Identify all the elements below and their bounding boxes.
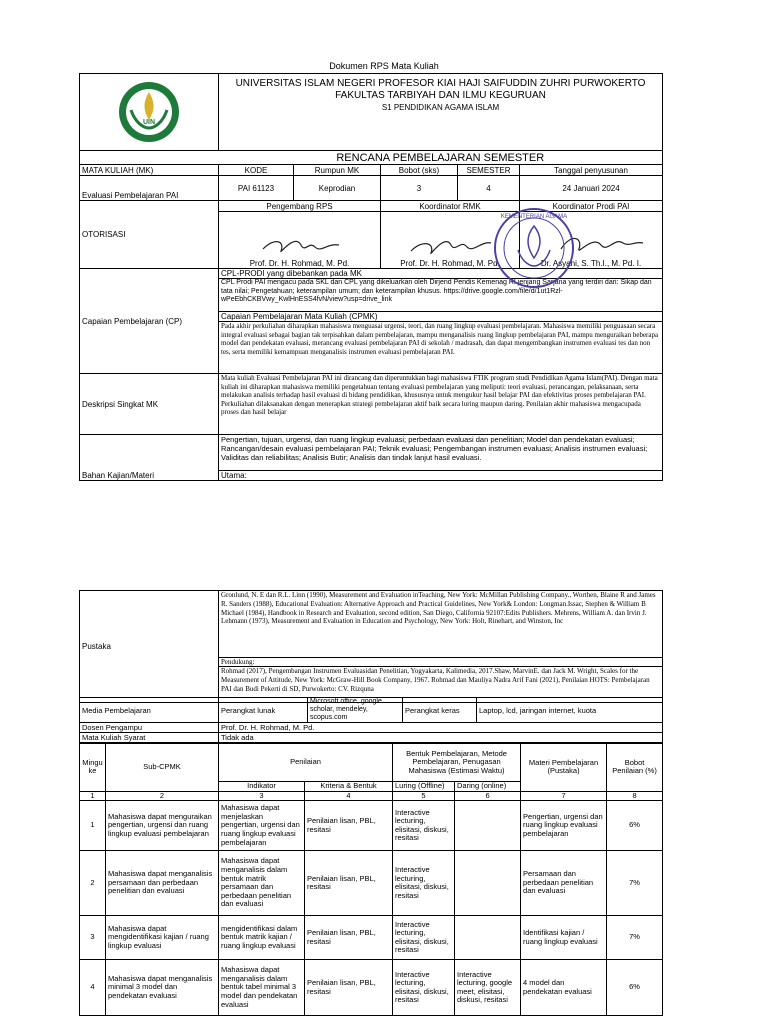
pustaka-pendukung-label: Pendukung: (219, 658, 663, 667)
table-row (80, 960, 663, 1016)
koordinator-prodi-name: Dr. Asyani, S. Th.I., M. Pd. I. (540, 259, 642, 268)
kriteria: Penilaian lisan, PBL, resitasi (305, 851, 393, 916)
indikator: Mahasiswa dapat menganalisis dalam bentuk matrik persamaan dan perbedaan penelitian dan evaluasi (219, 851, 305, 916)
koordinator-prodi-label: Koordinator Prodi PAI (520, 201, 663, 212)
table-row (80, 916, 663, 960)
bobot: 6% (607, 801, 663, 851)
bobot: 7% (607, 851, 663, 916)
mk-header-label: MATA KULIAH (MK) (80, 165, 219, 176)
bahan-label: Bahan Kajian/Materi (80, 435, 219, 481)
bobot: 6% (607, 960, 663, 1016)
university-logo (117, 80, 181, 144)
official-stamp (492, 206, 576, 290)
bentuk-header: Bentuk Pembelajaran, Metode Pembelajaran, Penugasan Mahasiswa (Estimasi Waktu) (393, 744, 521, 782)
daring (455, 916, 521, 960)
syarat-value: Tidak ada (219, 733, 663, 743)
pengembang-label: Pengembang RPS (219, 201, 381, 212)
column-number: 3 (219, 791, 305, 801)
bahan-text: Pengertian, tujuan, urgensi, dan ruang lingkup evaluasi; perbedaan evaluasi dan penelitian; Model dan pendekatan evaluasi; Rancangan/desain evaluasi pembelajaran PAI; Teknik evaluasi; Pengembangan instrumen evaluasi; Analisis instrumen evaluasi; Validitas dan reliabilitas; Analisis Butir; Analisis dan tindak lanjut hasil evaluasi. (219, 435, 663, 471)
header-cell (219, 74, 663, 151)
column-number: 2 (106, 791, 219, 801)
pengembang-name: Prof. Dr. H. Rohmad, M. Pd. (249, 259, 350, 268)
daring-header: Daring (online) (455, 782, 521, 792)
tanggal-value: 24 Januari 2024 (520, 176, 663, 201)
cpmk-heading: Capaian Pembelajaran Mata Kuliah (CPMK) (219, 312, 663, 322)
pustaka-pendukung-text: Rohmad (2017), Pengembangan Instrumen Evaluasidan Penelitian, Yogyakarta, Kalimedia, 2017.Shaw, MarvinE. dan Jack M. Wright, Scales for the Measurement of Attitude, New York: McGraw-Hill Book Company, 1967. Rohmad dan Mauliya Nadra Arif Fani (2021), Penilaian HOTS: Pembelajaran PAI dan Budi Pekerti di SD, Purwokerto: CV. Rizquna (219, 667, 663, 703)
column-number: 8 (607, 791, 663, 801)
daring (455, 801, 521, 851)
kode-header: KODE (219, 165, 294, 176)
bobot-value: 3 (381, 176, 458, 201)
cp-label: Capaian Pembelajaran (CP) (80, 269, 219, 374)
pustaka-label: Pustaka (80, 591, 219, 703)
bobot-header: Bobot (sks) (381, 165, 458, 176)
rps-table-page-2 (79, 590, 663, 703)
luring: Interactive lecturing, elisitasi, diskusi, resitasi (393, 801, 455, 851)
daring (455, 851, 521, 916)
rumpun-value: Keprodian (294, 176, 381, 201)
week-number: 4 (80, 960, 106, 1016)
document-title: Dokumen RPS Mata Kuliah (329, 61, 439, 71)
deskripsi-label: Deskripsi Singkat MK (80, 374, 219, 435)
column-number: 6 (455, 791, 521, 801)
materi: Identifikasi kajian / ruang lingkup evaluasi (521, 916, 607, 960)
dosen-value: Prof. Dr. H. Rohmad, M. Pd. (219, 723, 663, 733)
bobot: 7% (607, 916, 663, 960)
pustaka-utama-text: Gronlund, N. E dan R.L. Linn (1990), Measurement and Evaluation inTeaching, New York: McMillan Publishing Company., Worthen, Blaine R and James R. Sanders (1988), Educational Evaluation: Alternative Approach and Practical Guidelines, New York& London: Longman.Issac, Stephen & William B Michael (1984), Handbook in Research and Evaluation, second edition, San Diego, California 92107:Edits Publishers. Mehrens, William A. dan Irvin J. Lehmann (1973), Measurement and Evaluation in Education and Psychology, New York: Holt, Rinehart, and Winston, Inc (219, 591, 663, 658)
indikator: Mahasiswa dapat menjelaskan pengertian, urgensi dan ruang lingkup evaluasi pembelajaran (219, 801, 305, 851)
cpl-heading: CPL-PRODI yang dibebankan pada MK (219, 269, 663, 279)
faculty-name: FAKULTAS TARBIYAH DAN ILMU KEGURUAN (335, 90, 546, 101)
rps-title: RENCANA PEMBELAJARAN SEMESTER (219, 151, 663, 165)
media-table (79, 697, 663, 743)
luring: Interactive lecturing, elisitasi, diskusi, resitasi (393, 960, 455, 1016)
media-label: Media Pembelajaran (80, 698, 219, 723)
semester-value: 4 (458, 176, 520, 201)
materi: Pengertian, urgensi dan ruang lingkup evaluasi pembelajaran (521, 801, 607, 851)
sub-cpmk: Mahasiswa dapat mengidentifikasi kajian / ruang lingkup evaluasi (106, 916, 219, 960)
sub-cpmk: Mahasiswa dapat menganalisis persamaan dan perbedaan penelitian dan evaluasi (106, 851, 219, 916)
table-row (80, 851, 663, 916)
program-name: S1 PENDIDIKAN AGAMA ISLAM (381, 103, 500, 112)
indikator: mengidentifikasi dalam bentuk matrik kajian / ruang lingkup evaluasi (219, 916, 305, 960)
perangkat-keras-value: Laptop, lcd, jaringan internet, kuota (477, 698, 663, 723)
perangkat-lunak-label: Perangkat lunak (219, 698, 308, 723)
rumpun-header: Rumpun MK (294, 165, 381, 176)
luring-header: Luring (Offline) (393, 782, 455, 792)
otorisasi-label: OTORISASI (80, 201, 219, 269)
indikator-header: Indikator (219, 782, 305, 792)
logo-cell (80, 74, 219, 151)
sub-cpmk: Mahasiswa dapat menguraikan pengertian, urgensi dan ruang lingkup evaluasi pembelajaran (106, 801, 219, 851)
logo-text: UIN (142, 119, 156, 126)
materi: 4 model dan pendekatan evaluasi (521, 960, 607, 1016)
column-number: 4 (305, 791, 393, 801)
utama-label: Utama: (219, 471, 663, 481)
kode-value: PAI 61123 (219, 176, 294, 201)
deskripsi-text: Mata kuliah Evaluasi Pembelajaran PAI ini dirancang dan diperuntukkan bagi mahasiswa FTIK program studi Pendidikan Agama Islam(PAI). Dengan mata kuliah ini diharapkan mahasiswa memiliki pengetahuan tentang evaluasi pembelajaran yang meliputi: teori evaluasi, perancangan, pelaksanaan, serta melakukan analisis terhadap hasil evaluasi di bidang pendidikan, khususnya untuk mengukur hasil belajar PAI dan efektivitas proses pembelajaran PAI. Perkuliahan dilaksanakan dengan menerapkan strategi pembelajaran aktif baik secara luring maupun daring. Penilaian akhir mahasiswa mengacupada proses dan hasil belajar (219, 374, 663, 435)
kriteria: Penilaian lisan, PBL, resitasi (305, 960, 393, 1016)
kriteria: Penilaian lisan, PBL, resitasi (305, 916, 393, 960)
indikator: Mahasiswa dapat menganalisis dalam bentuk tabel minimal 3 model dan pendekatan evaluasi (219, 960, 305, 1016)
week-number: 3 (80, 916, 106, 960)
table-row (80, 801, 663, 851)
perangkat-lunak-value: Microsoft office, google scholar, mendeley, scopus.com (308, 698, 403, 723)
kriteria: Penilaian lisan, PBL, resitasi (305, 801, 393, 851)
week-number: 1 (80, 801, 106, 851)
koordinator-rmk-name: Prof. Dr. H. Rohmad, M. Pd. (400, 259, 500, 268)
stamp-text: KEMENTERIAN AGAMA (500, 214, 568, 220)
cpl-text: CPL Prodi PAI mengacu pada SKL dan CPL yang dikeluarkan oleh Dirjend Pendis Kemenag RI jenjang Sarjana yang terdiri dari: Sikap dan tata nilai; Pengetahuan; keterampilan umum; dan keterampilan khusus. https://drive.google.com/file/d/1ut1Rzl-wPeEbhCKBVwy_KwlHnESS4fvN/view?usp=drive_link (219, 279, 663, 312)
minggu-header: Mingu ke (80, 744, 106, 792)
signature-2 (405, 227, 495, 259)
signature-1 (255, 227, 345, 259)
mk-name: Evaluasi Pembelajaran PAI (80, 176, 219, 201)
daring: Interactive lecturing, google meet, elisitasi, diskusi, resitasi (455, 960, 521, 1016)
materi: Persamaan dan perbedaan penelitian dan evaluasi (521, 851, 607, 916)
dosen-label: Dosen Pengampu (80, 723, 219, 733)
luring: Interactive lecturing, elisitasi, diskusi, resitasi (393, 851, 455, 916)
column-number: 7 (521, 791, 607, 801)
materi-header: Materi Pembelajaran (Pustaka) (521, 744, 607, 792)
subcpmk-header: Sub-CPMK (106, 744, 219, 792)
university-name: UNIVERSITAS ISLAM NEGERI PROFESOR KIAI HAJI SAIFUDDIN ZUHRI PURWOKERTO (235, 78, 646, 89)
koordinator-rmk-label: Koordinator RMK (381, 201, 520, 212)
penilaian-header: Penilaian (219, 744, 393, 782)
column-number: 5 (393, 791, 455, 801)
cpmk-text: Pada akhir perkuliahan diharapkan mahasiswa menguasai urgensi, teori, dan ruang lingkup evaluasi pembelajaran. Mahasiswa memiliki penguasaan secara integral evaluasi sebagai bagian tak terpisahkan dalam pembelajaran, mampu menganalisis ruang lingkup pembelajaran PAI, mampu menguraikan beberapa model dan pendekatan evaluasi, merancang evaluasi pembelajaran PAI di sekolah / madrasah, dan dapat mengembangkan instrumen evaluasi tes dan non tes, serta memiliki kemampuan menganalisis instrumen evaluasi pembelajaran PAI. (219, 322, 663, 374)
sub-cpmk: Mahasiswa dapat menganalisis minimal 3 model dan pendekatan evaluasi (106, 960, 219, 1016)
bobot-penilaian-header: Bobot Penilaian (%) (607, 744, 663, 792)
perangkat-keras-label: Perangkat keras (403, 698, 477, 723)
kriteria-header: Kriteria & Bentuk (305, 782, 393, 792)
luring: Interactive lecturing, elisitasi, diskusi, resitasi (393, 916, 455, 960)
pengembang-sign-cell (219, 212, 381, 269)
week-number: 2 (80, 851, 106, 916)
column-number-row (80, 791, 663, 801)
syarat-label: Mata Kuliah Syarat (80, 733, 219, 743)
semester-header: SEMESTER (458, 165, 520, 176)
schedule-table (79, 743, 663, 1016)
column-number: 1 (80, 791, 106, 801)
tanggal-header: Tanggal penyusunan (520, 165, 663, 176)
